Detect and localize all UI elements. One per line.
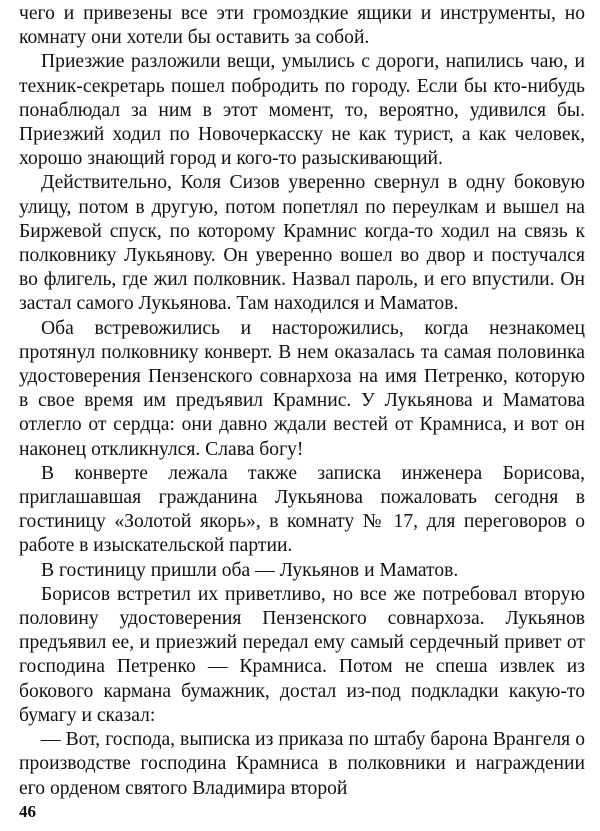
- paragraph-1: чего и привезены все эти громоздкие ящики и инструменты, но комнату они хотели бы оставить за собой.: [19, 3, 585, 49]
- paragraph-5: В конверте лежала также записка инженера Борисова, приглашавшая гражданина Лукьянова пожаловать сегодня в гостиницу «Золотой якорь», в комнату № 17, для переговоров о работе в изыскательской партии.: [19, 462, 585, 557]
- paragraph-6: В гостиницу пришли оба — Лукьянов и Маматов.: [41, 559, 459, 581]
- paragraph-3: Действительно, Коля Сизов уверенно свернул в одну боковую улицу, потом в другую, потом попетлял по переулкам и вышел на Биржевой спуск, по которому Крамнис когда-то ходил на связь к полковнику Лукьянову. Он уверенно вошел во двор и постучался во флигель, где жил полковник. Назвал пароль, и его впустили. Он застал самого Лукьянова. Там находился и Маматов.: [19, 172, 585, 315]
- paragraph-8: — Вот, господа, выписка из приказа по штабу барона Врангеля о производстве господина Крамниса в полковники и награждении его орденом святого Владимира второй: [19, 729, 585, 799]
- paragraph-7: Борисов встретил их приветливо, но все же потребовал вторую половину удостоверения Пензенского совнархоза. Лукьянов предъявил ее, и приезжий передал ему самый сердечный привет от господина Петренко — Крамниса. Потом не спеша извлек из бокового кармана бумажник, достал из-под подкладки какую-то бумагу и сказал:: [19, 583, 585, 726]
- paragraph-4: Оба встревожились и насторожились, когда незнакомец протянул полковнику конверт. В нем оказалась та самая половинка удостоверения Пензенского совнархоза на имя Петренко, которую в свое время им предъявил Крамнис. У Лукьянова и Маматова отлегло от сердца: они давно ждали вестей от Крамниса, и вот он наконец откликнулся. Слава богу!: [19, 317, 585, 460]
- paragraph-2: Приезжие разложили вещи, умылись с дороги, напились чаю, и техник-секретарь пошел побродить по городу. Если бы кто-нибудь понаблюдал за ним в этот момент, то, вероятно, удивился бы. Приезжий ходил по Новочеркасску не как турист, а как человек, хорошо знающий город и кого-то разыскивающий.: [19, 51, 585, 170]
- page-number: 46: [19, 802, 36, 821]
- page-text: [19, 2, 585, 801]
